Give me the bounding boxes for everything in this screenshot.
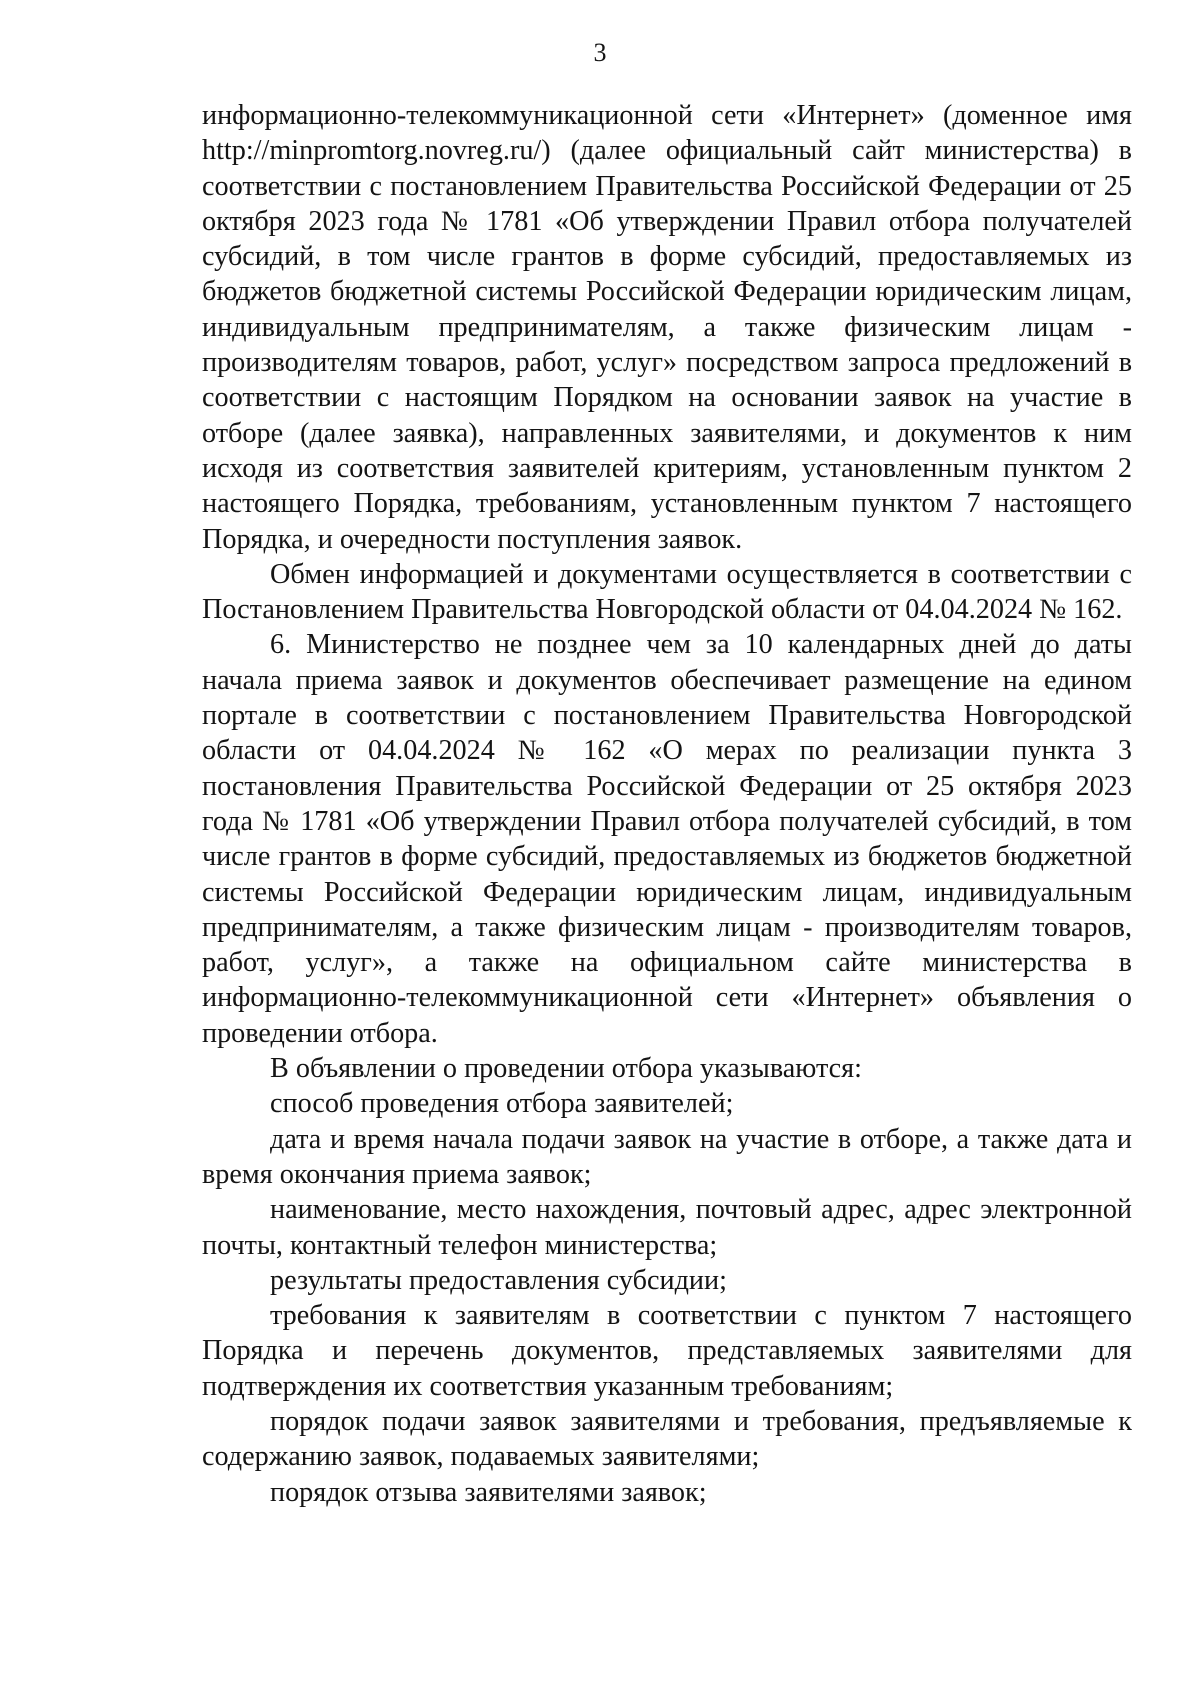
paragraph-announcement-intro: В объявлении о проведении отбора указываются:	[270, 1053, 862, 1085]
paragraph-continuation: информационно-телекоммуникационной сети «Интернет» (доменное имя http://minpromtorg.novreg.ru/) (далее официальный сайт министерства) в соответствии с постановлением Правительства Российской Федерации от 25 октября 2023 года № 1781 «Об утверждении Правил отбора получателей субсидий, в том числе грантов в форме субсидий, предоставляемых из бюджетов бюджетной системы Российской Федерации юридическим лицам, индивидуальным предпринимателям, а также физическим лицам - производителям товаров, работ, услуг» посредством запроса предложений в соответствии с настоящим Порядком на основании заявок на участие в отборе (далее заявка), направленных заявителями, и документов к ним исходя из соответствия заявителей критериям, установленным пунктом 2 настоящего Порядка, требованиям, установленным пунктом 7 настоящего Порядка, и очередности поступления заявок.	[202, 100, 1132, 555]
document-body	[202, 98, 1132, 1510]
list-item-ministry-contacts: наименование, место нахождения, почтовый адрес, адрес электронной почты, контактный телефон министерства;	[202, 1194, 1132, 1261]
page-number: 3	[593, 38, 607, 67]
paragraph-item-6: 6. Министерство не позднее чем за 10 календарных дней до даты начала приема заявок и документов обеспечивает размещение на едином портале в соответствии с постановлением Правительства Новгородской области от 04.04.2024 № 162 «О мерах по реализации пункта 3 постановления Правительства Российской Федерации от 25 октября 2023 года № 1781 «Об утверждении Правил отбора получателей субсидий, в том числе грантов в форме субсидий, предоставляемых из бюджетов бюджетной системы Российской Федерации юридическим лицам, индивидуальным предпринимателям, а также физическим лицам - производителям товаров, работ, услуг», а также на официальном сайте министерства в информационно-телекоммуникационной сети «Интернет» объявления о проведении отбора.	[202, 629, 1132, 1049]
list-item-selection-method: способ проведения отбора заявителей;	[270, 1088, 734, 1120]
list-item-application-dates: дата и время начала подачи заявок на участие в отборе, а также дата и время окончания приема заявок;	[202, 1123, 1132, 1190]
list-item-withdrawal-procedure: порядок отзыва заявителями заявок;	[270, 1476, 707, 1508]
list-item-applicant-requirements: требования к заявителям в соответствии с пунктом 7 настоящего Порядка и перечень документов, представляемых заявителями для подтверждения их соответствия указанным требованиям;	[202, 1300, 1132, 1402]
paragraph-information-exchange: Обмен информацией и документами осуществляется в соответствии с Постановлением Правительства Новгородской области от 04.04.2024 № 162.	[202, 558, 1132, 626]
list-item-submission-procedure: порядок подачи заявок заявителями и требования, предъявляемые к содержанию заявок, подаваемых заявителями;	[202, 1405, 1132, 1473]
list-item-subsidy-results: результаты предоставления субсидии;	[270, 1264, 727, 1296]
